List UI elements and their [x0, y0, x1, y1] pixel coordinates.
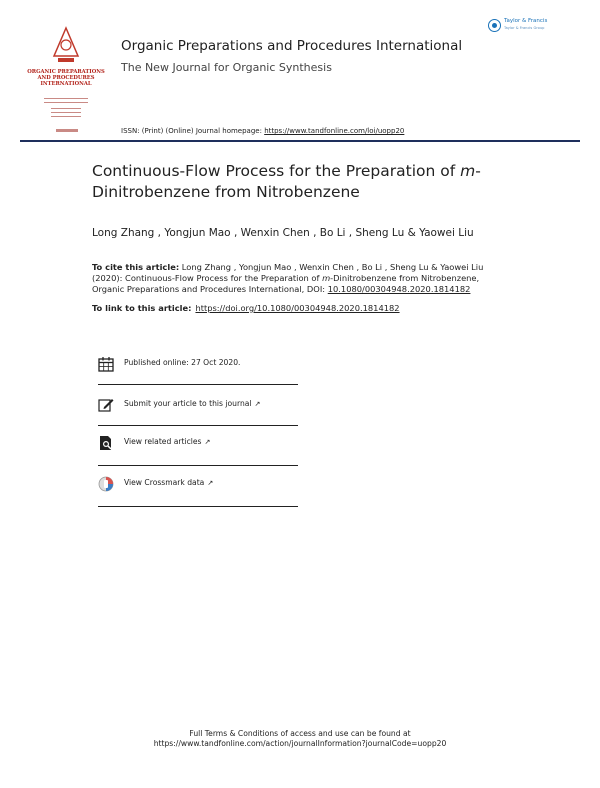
publisher-logo[interactable]	[488, 18, 552, 34]
journal-cover-thumbnail	[22, 18, 110, 136]
divider	[98, 506, 298, 507]
article-authors: Long Zhang , Yongjun Mao , Wenxin Chen , Bo Li , Sheng Lu & Yaowei Liu	[92, 227, 474, 239]
journal-emblem-icon	[52, 26, 80, 66]
publisher-subtitle: Taylor & Francis Group	[504, 26, 545, 30]
footer-terms-link[interactable]: https://www.tandfonline.com/action/journalInformation?journalCode=uopp20	[153, 739, 447, 748]
published-online-text: Published online: 27 Oct 2020.	[124, 358, 241, 367]
journal-homepage-link[interactable]: https://www.tandfonline.com/loi/uopp20	[264, 127, 405, 135]
crossmark-icon	[98, 476, 114, 492]
article-title: Continuous-Flow Process for the Preparation of m-Dinitrobenzene from Nitrobenzene	[92, 162, 481, 201]
published-online-row	[98, 344, 298, 384]
issn-label: ISSN: (Print) (Online) Journal homepage:	[121, 127, 262, 135]
related-articles-row[interactable]	[98, 423, 298, 463]
article-link-line	[92, 303, 400, 313]
cover-journal-name: ORGANIC PREPARATIONS AND PROCEDURES INTERNATIONAL	[27, 69, 105, 87]
header-divider	[20, 140, 580, 142]
external-link-icon: ↗	[207, 479, 214, 487]
doi-link[interactable]: 10.1080/00304948.2020.1814182	[327, 284, 471, 294]
document-search-icon	[98, 435, 114, 451]
cover-publisher-mark-icon	[56, 128, 78, 133]
external-link-icon: ↗	[204, 438, 211, 446]
external-link-icon: ↗	[254, 400, 261, 408]
journal-subtitle: The New Journal for Organic Synthesis	[121, 61, 332, 74]
edit-pencil-icon	[98, 397, 114, 413]
citation-label: To cite this article:	[92, 262, 180, 272]
submit-article-row[interactable]	[98, 385, 298, 425]
article-doi-url-link[interactable]: https://doi.org/10.1080/00304948.2020.1814182	[195, 303, 400, 313]
crossmark-link[interactable]: View Crossmark data ↗	[124, 478, 214, 487]
citation-block: To cite this article: Long Zhang , Yongjun Mao , Wenxin Chen , Bo Li , Sheng Lu & Yaowei Liu (2020): Continuous-Flow Process for the Preparation of m-Dinitrobenzene from Nitrobenzene, Organic Preparations and Procedures International, DOI: 10.1080/00304948.2020.1814182	[92, 262, 484, 294]
taylor-francis-logo-icon	[488, 19, 501, 32]
issn-line	[121, 127, 404, 135]
submit-article-link[interactable]: Submit your article to this journal ↗	[124, 399, 261, 408]
publisher-name: Taylor & Francis	[504, 18, 548, 24]
crossmark-row[interactable]	[98, 464, 298, 504]
link-label: To link to this article:	[92, 303, 192, 313]
footer-terms-text: Full Terms & Conditions of access and use can be found at	[189, 729, 411, 738]
related-articles-link[interactable]: View related articles ↗	[124, 437, 211, 446]
journal-title: Organic Preparations and Procedures International	[121, 38, 463, 54]
calendar-icon	[98, 356, 114, 372]
